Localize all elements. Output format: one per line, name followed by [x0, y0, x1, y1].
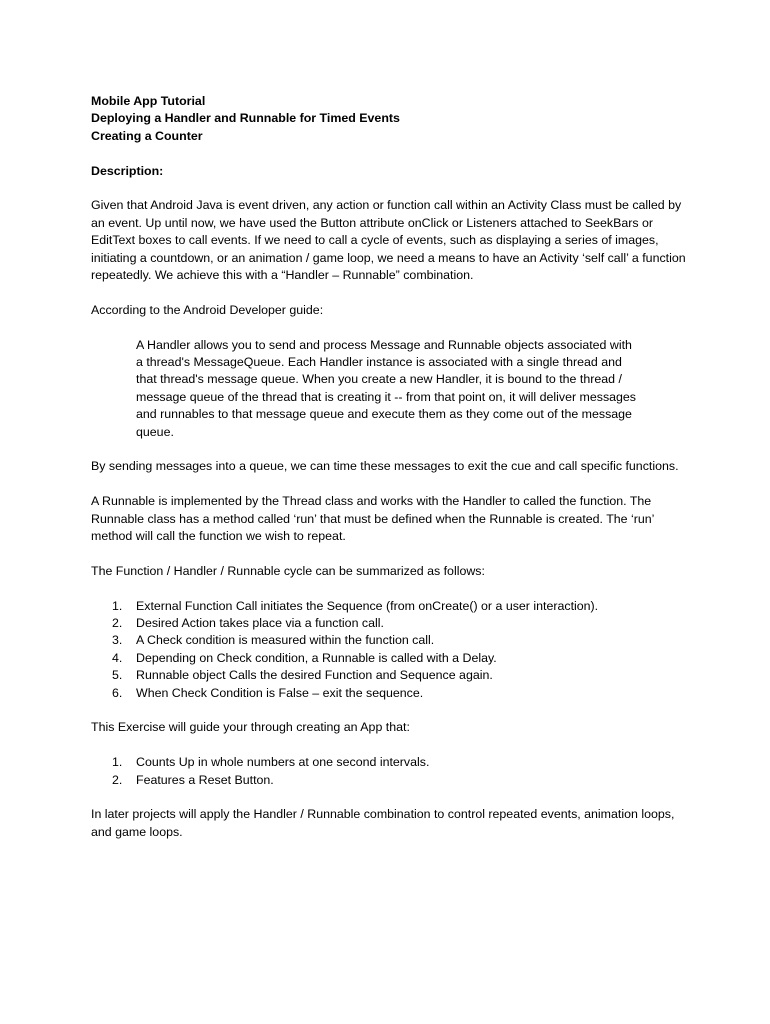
title-line-3: Creating a Counter [91, 128, 203, 143]
exercise-intro-paragraph: This Exercise will guide your through creating an App that: [91, 720, 410, 735]
developer-guide-quote: A Handler allows you to send and process Message and Runnable objects associated with a thread's MessageQueue. Each Handler instance is associated with a single thread and that thread's message queue. When you create a new Handler, it is bound to the thread / message queue of the thread that is creating it -- from that point on, it will deliver messages and runnables to that message queue and execute them as they come out of the message queue. [136, 337, 637, 439]
list-number: 3. [112, 633, 123, 648]
guide-intro-paragraph: According to the Android Developer guide: [91, 302, 324, 317]
list-number: 2. [112, 772, 123, 787]
list-number: 1. [112, 598, 123, 613]
title-line-2: Deploying a Handler and Runnable for Timed Events [91, 111, 400, 126]
list-item [91, 615, 691, 632]
list-item [91, 650, 691, 667]
list-item [91, 667, 691, 684]
list-number: 4. [112, 650, 123, 665]
document-title [91, 93, 691, 145]
description-heading: Description: [91, 163, 164, 178]
list-text: Runnable object Calls the desired Function and Sequence again. [136, 668, 493, 683]
document-page [91, 93, 691, 841]
list-text: Counts Up in whole numbers at one second intervals. [136, 755, 430, 770]
list-text: Desired Action takes place via a function call. [136, 616, 384, 631]
title-line-1: Mobile App Tutorial [91, 94, 206, 108]
list-number: 2. [112, 616, 123, 631]
list-text: A Check condition is measured within the function call. [136, 633, 435, 648]
cycle-intro-paragraph: The Function / Handler / Runnable cycle can be summarized as follows: [91, 563, 485, 578]
sending-paragraph: By sending messages into a queue, we can time these messages to exit the cue and call specific functions. [91, 459, 679, 474]
list-item [91, 754, 691, 771]
list-text: When Check Condition is False – exit the sequence. [136, 685, 424, 700]
list-number: 5. [112, 668, 123, 683]
list-item [91, 632, 691, 649]
cycle-steps-list [91, 598, 691, 702]
intro-paragraph: Given that Android Java is event driven, any action or function call within an Activity Class must be called by an event. Up until now, we have used the Button attribute onClick or Listeners attached to SeekBars or EditText boxes to call events. If we need to call a cycle of events, such as displaying a series of images, initiating a countdown, or an animation / game loop, we need a means to have an Activity ‘self call’ a function repeatedly. We achieve this with a “Handler – Runnable” combination. [91, 198, 686, 283]
list-item [91, 772, 691, 789]
list-item [91, 598, 691, 615]
list-text: Features a Reset Button. [136, 772, 274, 787]
list-text: External Function Call initiates the Sequence (from onCreate() or a user interaction). [136, 598, 599, 613]
list-number: 6. [112, 685, 123, 700]
list-number: 1. [112, 755, 123, 770]
exercise-steps-list [91, 754, 691, 789]
list-text: Depending on Check condition, a Runnable is called with a Delay. [136, 650, 497, 665]
list-item [91, 685, 691, 702]
runnable-paragraph: A Runnable is implemented by the Thread class and works with the Handler to called the function. The Runnable class has a method called ‘run’ that must be defined when the Runnable is created. The ‘run’ method will call the function we wish to repeat. [91, 494, 654, 544]
later-paragraph: In later projects will apply the Handler / Runnable combination to control repeated events, animation loops, and game loops. [91, 807, 675, 839]
